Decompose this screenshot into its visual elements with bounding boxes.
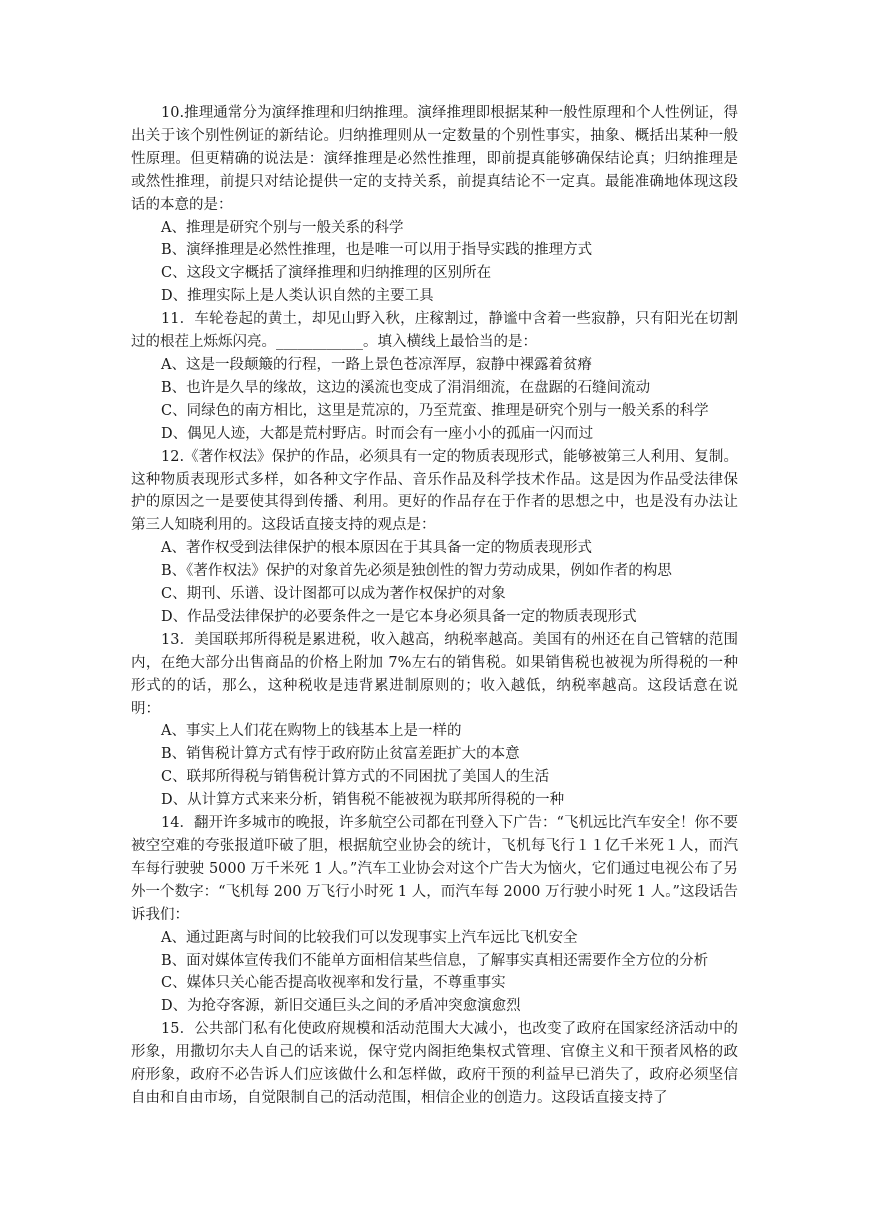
option-a: A、通过距离与时间的比较我们可以发现事实上汽车远比飞机安全 [161,929,578,946]
question-stem: 14．翻开许多城市的晚报，许多航空公司都在刊登入下广告：“飞机远比汽车安全！你不要被空空难的夸张报道吓破了胆，根据航空业协会的统计，飞机每飞行１１亿千米死１人，而汽车每行驶驶 5000 万千米死 1 人。”汽车工业协会对这个广告大为恼火，它们通过电视公布了另外一个数字：“飞机每 200 万飞行小时死 1 人，而汽车每 2000 万行驶小时死 1 人。”这段话告诉我们： [131,815,738,923]
question-10 [131,102,738,308]
option-b: B、销售税计算方式有悖于政府防止贫富差距扩大的本意 [161,746,520,763]
option-a: A、这是一段颠簸的行程，一路上景色苍凉浑厚，寂静中裸露着贫瘠 [161,356,592,373]
option-d: D、为抢夺客源，新旧交通巨头之间的矛盾冲突愈演愈烈 [161,998,521,1015]
option-b: B、演绎推理是必然性推理，也是唯一可以用于指导实践的推理方式 [161,242,593,259]
option-b: B、面对媒体宣传我们不能单方面相信某些信息，了解事实真相还需要作全方位的分析 [161,952,709,969]
option-c: C、期刊、乐谱、设计图都可以成为著作权保护的对象 [161,586,506,603]
question-11 [131,308,738,445]
question-14 [131,812,738,1018]
question-list [131,102,738,1110]
option-a: A、著作权受到法律保护的根本原因在于其具备一定的物质表现形式 [161,540,592,557]
question-stem: 13．美国联邦所得税是累进税，收入越高，纳税率越高。美国有的州还在自己管辖的范围内，在绝大部分出售商品的价格上附加 7%左右的销售税。如果销售税也被视为所得税的一种形式的的话，那么，这种税收是违背累进制原则的；收入越低，纳税率越高。这段话意在说明： [131,631,738,717]
question-stem: 11．车轮卷起的黄土，却见山野入秋，庄稼割过，静谧中含着一些寂静，只有阳光在切割过的根茬上烁烁闪亮。____________。填入横线上最恰当的是： [131,311,738,351]
option-b: B、也许是久旱的缘故，这边的溪流也变成了涓涓细流，在盘踞的石缝间流动 [161,379,651,396]
option-a: A、事实上人们花在购物上的钱基本上是一样的 [161,723,462,740]
option-d: D、作品受法律保护的必要条件之一是它本身必须具备一定的物质表现形式 [161,608,637,625]
question-12 [131,446,738,629]
option-c: C、同绿色的南方相比，这里是荒凉的，乃至荒蛮、推理是研究个别与一般关系的科学 [161,402,709,419]
question-stem: 12.《著作权法》保护的作品，必须具有一定的物质表现形式，能够被第三人利用、复制。这种物质表现形式多样，如各种文字作品、音乐作品及科学技术作品。这是因为作品受法律保护的原因之一是要使其得到传播、利用。更好的作品存在于作者的思想之中，也是没有办法让第三人知晓利用的。这段话直接支持的观点是： [131,448,738,534]
option-c: C、这段文字概括了演绎推理和归纳推理的区别所在 [161,265,492,282]
option-d: D、推理实际上是人类认识自然的主要工具 [161,288,434,305]
question-stem: 15．公共部门私有化使政府规模和活动范围大大减小，也改变了政府在国家经济活动中的形象，用撒切尔夫人自己的话来说，保守党内阁拒绝集权式管理、官僚主义和干预者风格的政府形象，政府不必告诉人们应该做什么和怎样做，政府干预的利益早已消失了，政府必须坚信自由和自由市场，自觉限制自己的活动范围，相信企业的创造力。这段话直接支持了 [131,1021,738,1106]
question-15 [131,1018,738,1110]
option-b: B、《著作权法》保护的对象首先必须是独创性的智力劳动成果，例如作者的构思 [161,563,672,580]
option-c: C、媒体只关心能否提高收视率和发行量，不尊重事实 [161,975,506,992]
option-a: A、推理是研究个别与一般关系的科学 [161,219,404,236]
option-d: D、偶见人迹，大都是荒村野店。时而会有一座小小的孤庙一闪而过 [161,425,594,442]
question-stem: 10.推理通常分为演绎推理和归纳推理。演绎推理即根据某种一般性原理和个人性例证，得出关于该个别性例证的新结论。归纳推理则从一定数量的个别性事实，抽象、概括出某种一般性原理。但更精确的说法是：演绎推理是必然性推理，即前提真能够确保结论真；归纳推理是或然性推理，前提只对结论提供一定的支持关系，前提真结论不一定真。最能准确地体现这段话的本意的是： [131,105,738,213]
option-c: C、联邦所得税与销售税计算方式的不同困扰了美国人的生活 [161,769,550,786]
question-13 [131,629,738,812]
option-d: D、从计算方式来来分析，销售税不能被视为联邦所得税的一种 [161,792,565,809]
